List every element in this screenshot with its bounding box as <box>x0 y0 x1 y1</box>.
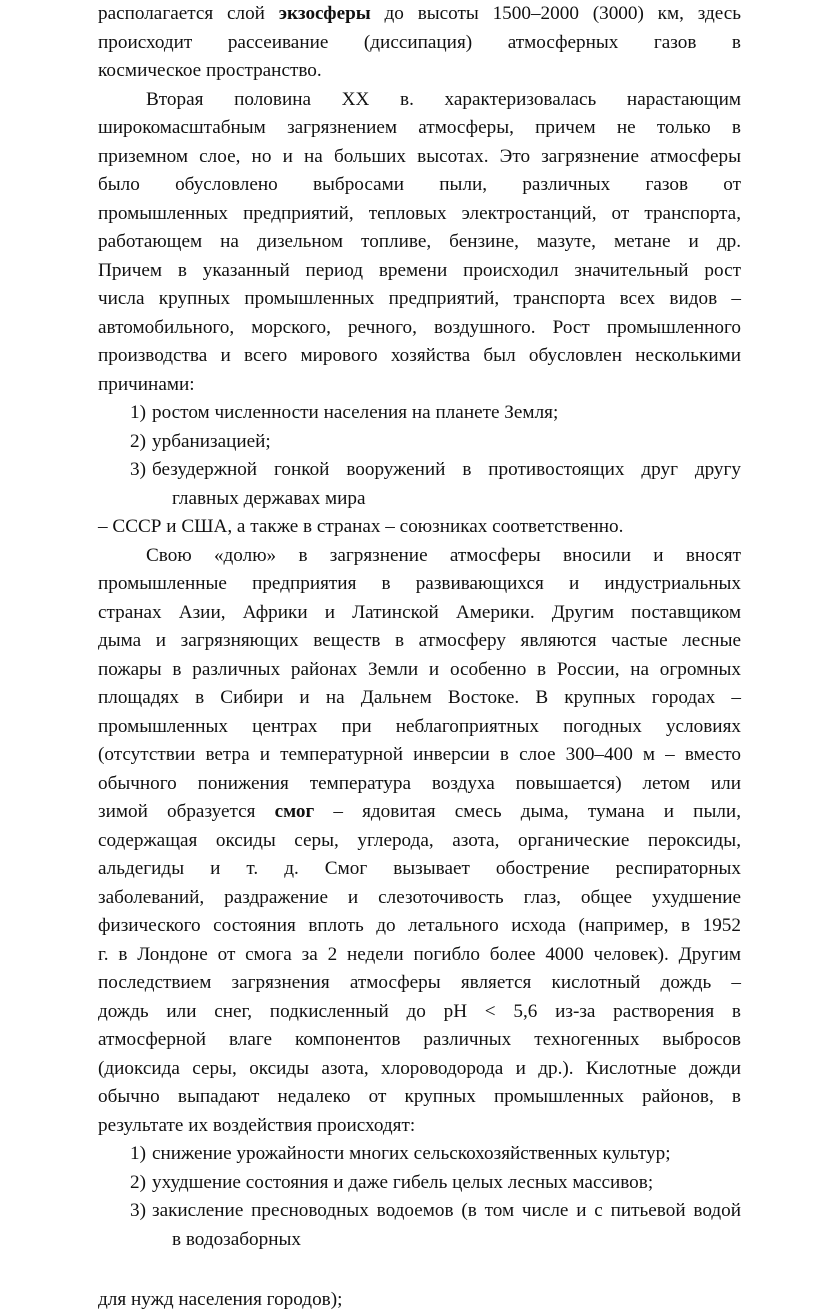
list-text: урбанизацией; <box>152 430 271 452</box>
text-line: было обусловлено выбросами пыли, различных газов от <box>98 174 741 195</box>
text-line: Свою «долю» в загрязнение атмосферы вносили и вносят <box>146 544 741 566</box>
text-line: г. в Лондоне от смога за 2 недели погибло более 4000 человек). Другим <box>98 943 741 965</box>
text-line: числа крупных промышленных предприятий, транспорта всех видов – <box>98 288 741 309</box>
paragraph-pollution-history <box>98 86 741 400</box>
list-item <box>98 1169 741 1198</box>
document-page <box>98 0 741 1315</box>
text-line: площадях в Сибири и на Дальнем Востоке. В крупных городах – <box>98 687 741 708</box>
text-line: Вторая половина XX в. характеризовалась нарастающим <box>146 88 741 110</box>
list-number: 1) <box>130 402 146 423</box>
text-line: пожары в различных районах Земли и особенно в России, на огромных <box>98 658 741 680</box>
list-text: ухудшение состояния и даже гибель целых лесных массивов; <box>152 1171 654 1193</box>
text-line: промышленные предприятия в развивающихся и индустриальных <box>98 573 741 594</box>
list-item <box>98 399 741 428</box>
list-text: безудержной гонкой вооружений в противостоящих друг другу <box>152 459 741 480</box>
text-line: последствием загрязнения атмосферы является кислотный дождь – <box>98 972 741 993</box>
text-line: альдегиды и т. д. Смог вызывает обострение респираторных <box>98 858 741 879</box>
text-line: (отсутствии ветра и температурной инверсии в слое 300–400 м – вместо <box>98 744 741 765</box>
text-line: – СССР и США, а также в странах – союзниках соответственно. <box>98 516 624 537</box>
text-line: приземном слое, но и на больших высотах. Это загрязнение атмосферы <box>98 145 741 167</box>
list-number: 2) <box>130 1171 146 1193</box>
paragraph-smog <box>98 542 741 1141</box>
list-text: снижение урожайности многих сельскохозяйственных культур; <box>152 1143 671 1164</box>
text-line: располагается слой экзосферы до высоты 1500–2000 (3000) км, здесь <box>98 3 741 24</box>
text-line: дыма и загрязняющих веществ в атмосферу являются частые лесные <box>98 630 741 651</box>
list-number: 3) <box>130 459 146 480</box>
list-item-continuation: главных державах мира <box>172 487 366 509</box>
text-line: (диоксида серы, оксиды азота, хлороводорода и др.). Кислотные дожди <box>98 1057 741 1079</box>
text-line: физического состояния вплоть до летального исхода (например, в 1952 <box>98 915 741 936</box>
list-item <box>98 428 741 457</box>
text-line: широкомасштабным загрязнением атмосферы, причем не только в <box>98 117 741 138</box>
list-text: закисление пресноводных водоемов (в том числе и с питьевой водой <box>152 1200 741 1221</box>
list-item <box>98 456 741 485</box>
list-tail <box>98 1286 741 1315</box>
list-number: 1) <box>130 1143 146 1164</box>
text-line: для нужд населения городов); <box>98 1289 343 1310</box>
list-item <box>98 1197 741 1226</box>
text-line: причинами: <box>98 373 195 395</box>
text-line: обычного понижения температура воздуха повышается) летом или <box>98 772 741 794</box>
text-line: промышленных предприятий, тепловых электростанций, от транспорта, <box>98 202 741 224</box>
term-smog: смог <box>274 801 315 822</box>
text-line: производства и всего мирового хозяйства был обусловлен несколькими <box>98 345 741 366</box>
paragraph-exosphere <box>98 0 741 86</box>
text-line: обычно выпадают недалеко от крупных промышленных районов, в <box>98 1086 741 1107</box>
text-line: дождь или снег, подкисленный до pH < 5,6 из-за растворения в <box>98 1000 741 1022</box>
list-item <box>98 1140 741 1169</box>
list-item-continuation: в водозаборных <box>172 1228 301 1250</box>
term-exosphere: экзосферы <box>278 3 371 24</box>
text-line: происходит рассеивание (диссипация) атмосферных газов в <box>98 31 741 53</box>
text-line: результате их воздействия происходят: <box>98 1114 416 1136</box>
text-line: автомобильного, морского, речного, воздушного. Рост промышленного <box>98 316 741 338</box>
text-line: заболеваний, раздражение и слезоточивость глаз, общее ухудшение <box>98 886 741 908</box>
list-text: ростом численности населения на планете Земля; <box>152 402 559 423</box>
text-line: космическое пространство. <box>98 60 322 81</box>
list-number: 2) <box>130 430 146 452</box>
text-line: Причем в указанный период времени происходил значительный рост <box>98 259 741 281</box>
text-line: зимой образуется смог – ядовитая смесь дыма, тумана и пыли, <box>98 801 741 822</box>
text-line: работающем на дизельном топливе, бензине, мазуте, метане и др. <box>98 231 741 252</box>
text-line: атмосферной влаге компонентов различных техногенных выбросов <box>98 1029 741 1050</box>
list-number: 3) <box>130 1200 146 1221</box>
text-line: промышленных центрах при неблагоприятных погодных условиях <box>98 715 741 737</box>
text-line: содержащая оксиды серы, углерода, азота, органические пероксиды, <box>98 829 741 851</box>
text-line: странах Азии, Африки и Латинской Америки. Другим поставщиком <box>98 601 741 623</box>
spacer <box>98 1254 741 1286</box>
list-tail <box>98 513 741 542</box>
